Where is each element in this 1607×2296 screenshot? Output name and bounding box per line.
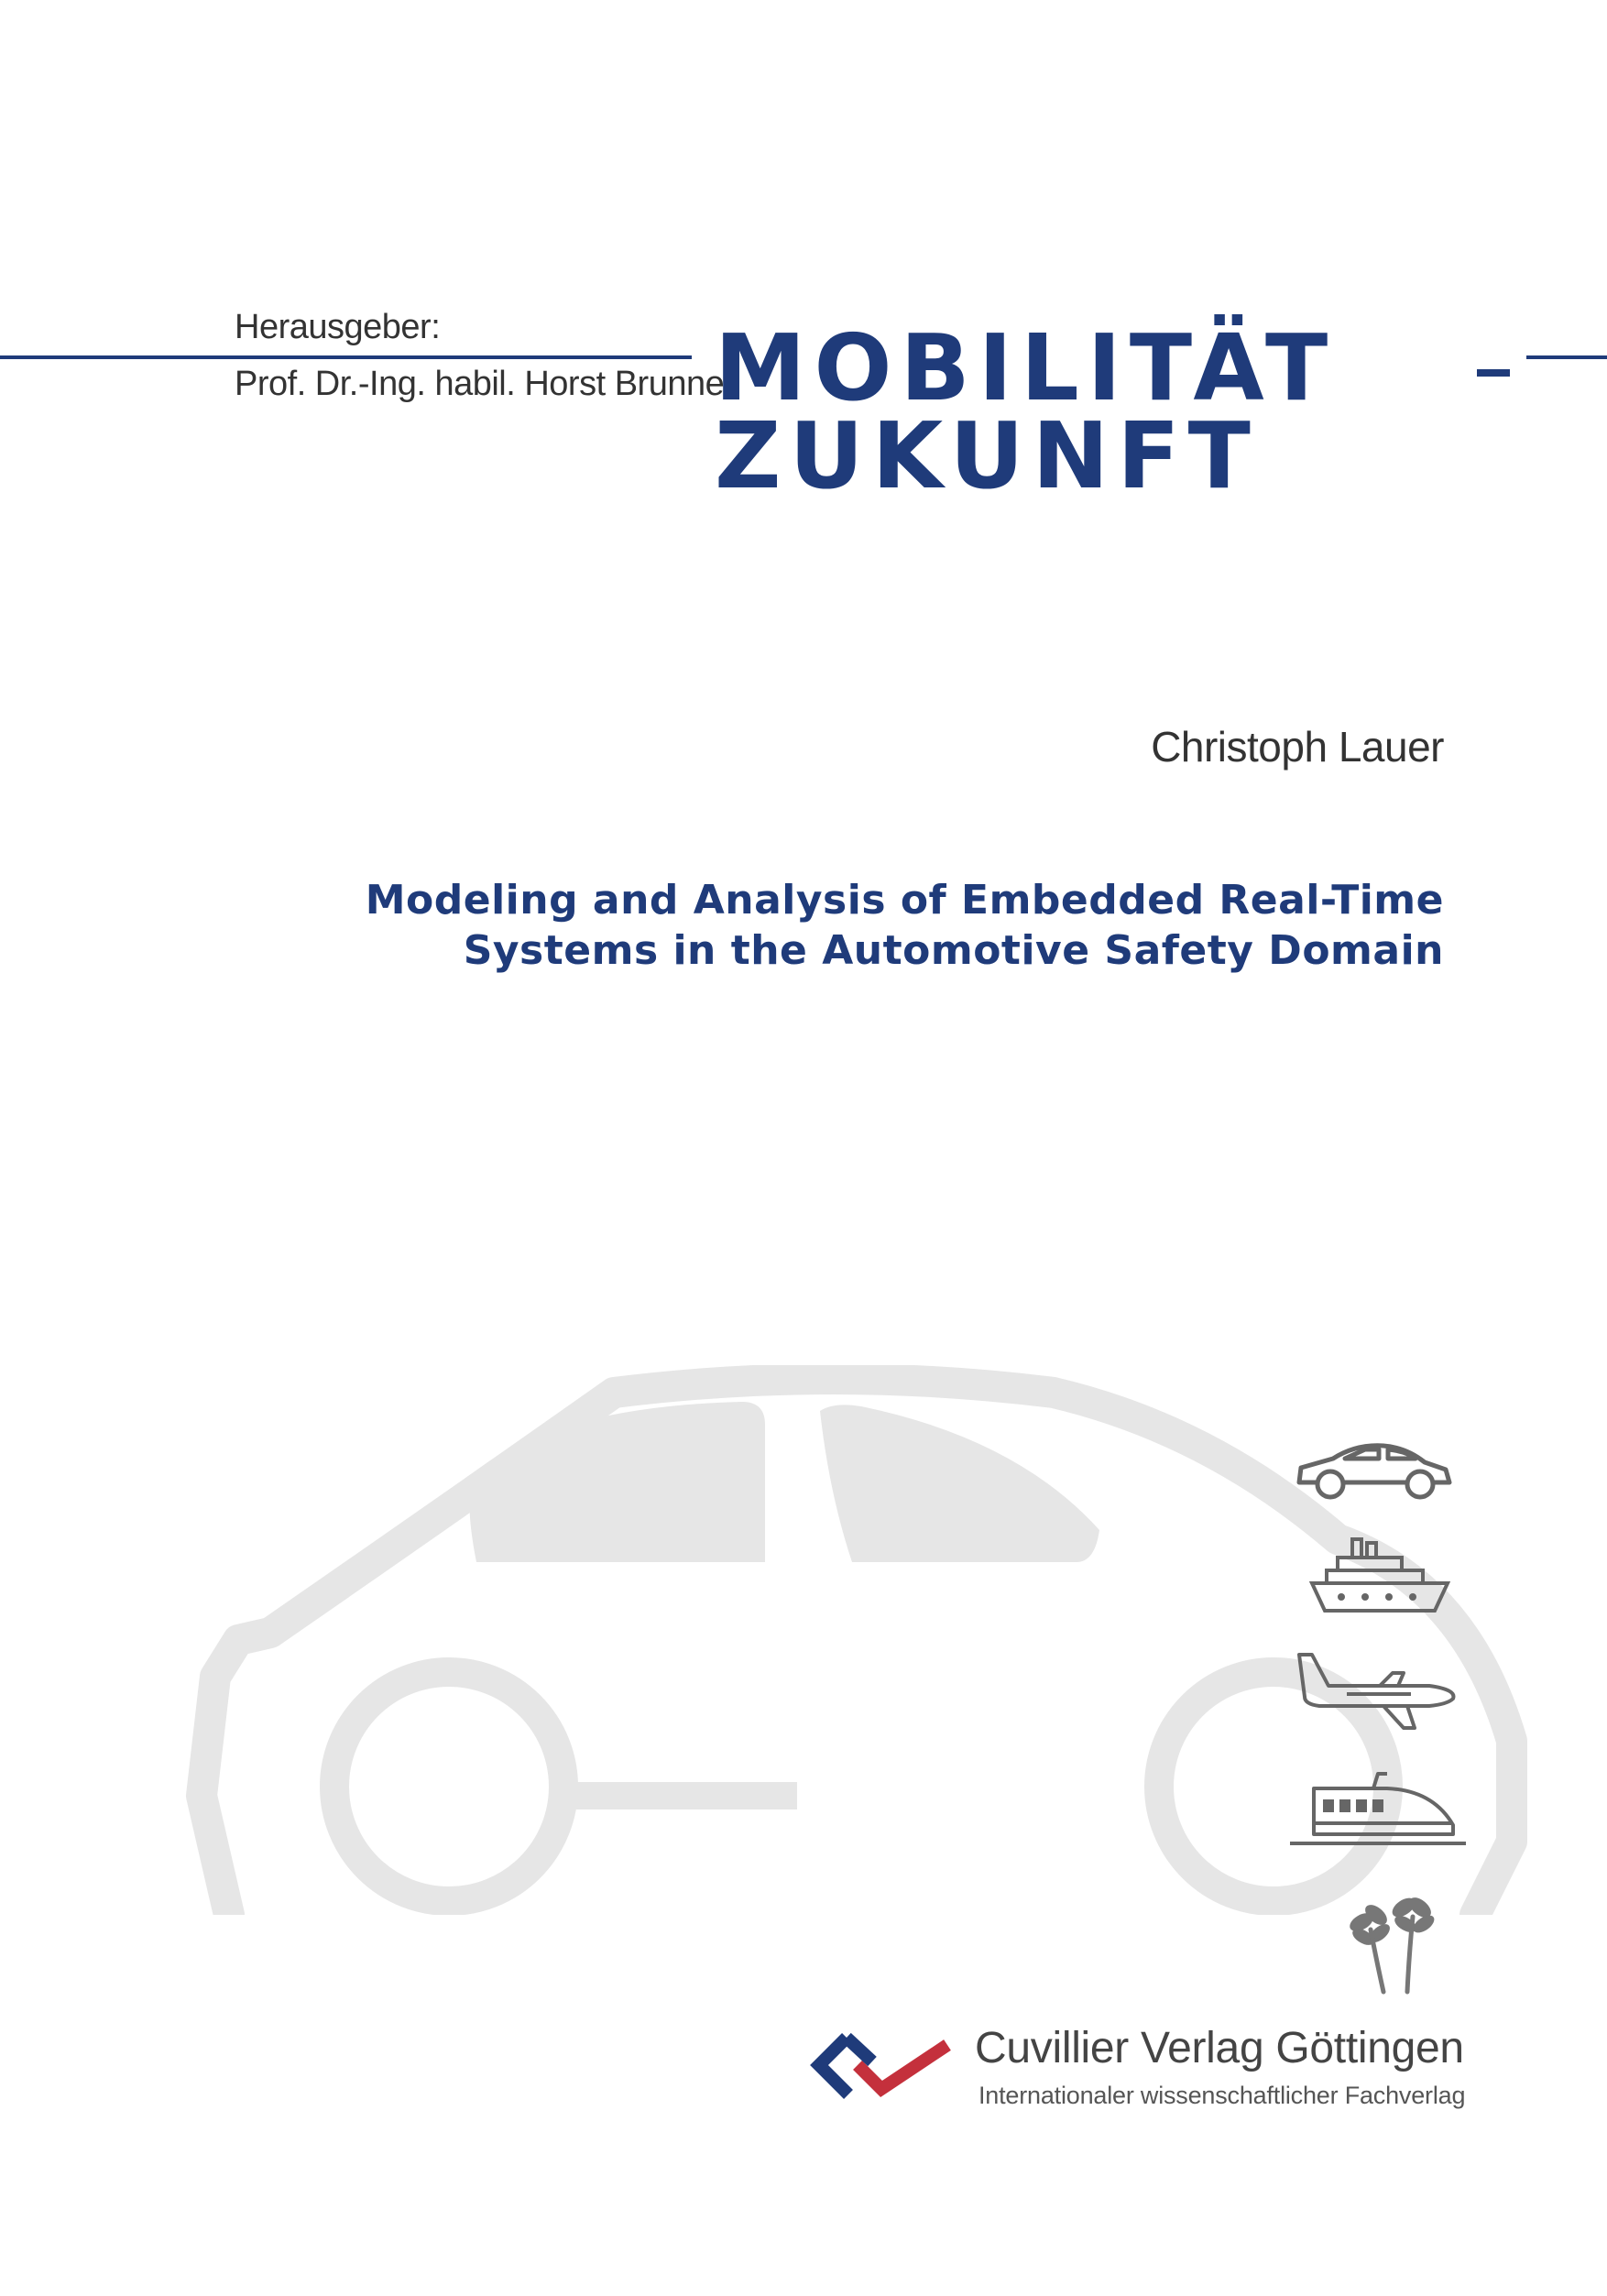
publisher-logo [810, 2028, 957, 2111]
editor-label: Herausgeber: [235, 308, 441, 346]
header-rule-left [0, 355, 692, 359]
author-name: Christoph Lauer [1151, 723, 1444, 771]
train-icon [1286, 1768, 1470, 1851]
book-title [198, 875, 1444, 976]
publisher-name: Cuvillier Verlag Göttingen [975, 2024, 1464, 2072]
editor-name: Prof. Dr.-Ing. habil. Horst Brunner [235, 365, 736, 403]
car-icon [1292, 1438, 1457, 1503]
series-title-line-1: MOBILITÄT [715, 314, 1337, 421]
series-title-line-2: ZUKUNFT [715, 402, 1259, 509]
book-title-line-2: Systems in the Automotive Safety Domain [463, 927, 1444, 974]
series-title-dash [1477, 369, 1510, 377]
book-title-line-1: Modeling and Analysis of Embedded Real-Time [365, 877, 1444, 924]
publisher-tagline: Internationaler wissenschaftlicher Fachverlag [978, 2082, 1466, 2109]
palm-trees-icon [1339, 1895, 1440, 1995]
airplane-icon [1292, 1649, 1461, 1732]
ship-icon [1308, 1536, 1455, 1618]
